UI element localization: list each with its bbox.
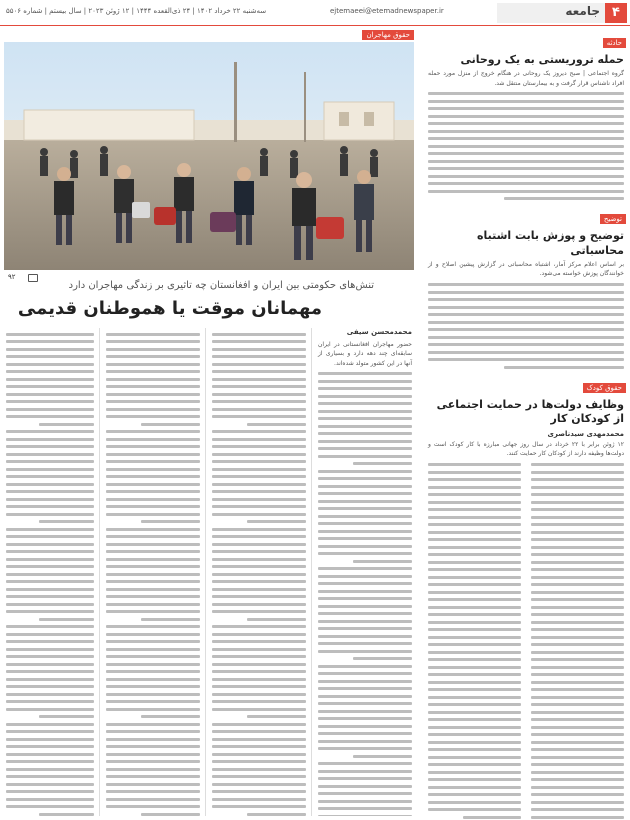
- text-line: [212, 670, 306, 673]
- text-line: [6, 738, 94, 741]
- text-line: [106, 580, 200, 583]
- story2-headline: توضیح و پوزش بابت اشتباه محاسباتی: [477, 229, 624, 257]
- text-line: [106, 565, 200, 568]
- text-line: [106, 430, 200, 433]
- text-line: [212, 468, 306, 471]
- text-line: [318, 710, 412, 713]
- text-line: [6, 700, 94, 703]
- text-line: [106, 498, 200, 501]
- text-line: [212, 415, 306, 418]
- text-line: [106, 730, 200, 733]
- text-line: [6, 415, 94, 418]
- text-line: [212, 438, 306, 441]
- text-line: [6, 678, 94, 681]
- text-line: [6, 633, 94, 636]
- text-line: [106, 805, 200, 808]
- text-line: [318, 740, 412, 743]
- text-line: [318, 612, 412, 615]
- issue-line: سه‌شنبه ۲۲ خرداد ۱۴۰۲ | ۲۴ ذی‌القعده ۱۴۴۴ | ۱۲ ژوئن ۲۰۲۳ | سال بیستم | شماره ۵۵۰۶: [6, 7, 267, 15]
- text-line: [106, 775, 200, 778]
- camera-icon: [28, 274, 38, 282]
- text-line: [106, 603, 200, 606]
- text-line: [106, 625, 200, 628]
- text-line: [212, 775, 306, 778]
- section-name: جامعه: [565, 4, 600, 18]
- text-line: [318, 372, 412, 375]
- text-line: [318, 702, 412, 705]
- text-line: [318, 695, 412, 698]
- right-column: [426, 30, 626, 816]
- text-line: [106, 670, 200, 673]
- text-line: [39, 715, 94, 718]
- text-line: [212, 573, 306, 576]
- text-line: [212, 610, 306, 613]
- text-line: [106, 685, 200, 688]
- text-line: [318, 537, 412, 540]
- text-line: [6, 625, 94, 628]
- text-line: [6, 558, 94, 561]
- text-line: [318, 515, 412, 518]
- text-line: [318, 747, 412, 750]
- text-line: [6, 460, 94, 463]
- text-line: [212, 333, 306, 336]
- text-line: [141, 813, 200, 816]
- text-line: [106, 663, 200, 666]
- text-line: [106, 723, 200, 726]
- text-line: [6, 610, 94, 613]
- text-line: [318, 395, 412, 398]
- text-line: [106, 738, 200, 741]
- text-line: [212, 745, 306, 748]
- story2-text-block: [426, 283, 626, 369]
- text-line: [6, 333, 94, 336]
- main-story: [4, 30, 414, 816]
- article-column-1: [316, 328, 414, 816]
- text-line: [6, 400, 94, 403]
- text-line: [106, 400, 200, 403]
- text-line: [353, 560, 412, 563]
- text-line: [212, 355, 306, 358]
- text-line: [212, 648, 306, 651]
- text-line: [212, 678, 306, 681]
- text-line: [212, 550, 306, 553]
- text-line: [318, 665, 412, 668]
- text-line: [106, 573, 200, 576]
- text-line: [318, 455, 412, 458]
- text-line: [212, 588, 306, 591]
- text-line: [318, 762, 412, 765]
- story1-body: گروه اجتماعی | صبح دیروز یک روحانی در هنگام خروج از منزل مورد حمله افراد ناشناس قرار گرفت و به بیمارستان منتقل شد.: [428, 70, 624, 87]
- text-line: [106, 513, 200, 516]
- text-line: [212, 753, 306, 756]
- text-line: [6, 708, 94, 711]
- text-line: [318, 575, 412, 578]
- main-lead: حضور مهاجران افغانستانی در ایران سابقه‌ای چند دهه دارد و بسیاری از آنها در این کشور متولد شده‌اند.: [318, 341, 412, 367]
- text-line: [212, 760, 306, 763]
- text-line: [6, 475, 94, 478]
- text-line: [6, 483, 94, 486]
- text-line: [106, 640, 200, 643]
- text-line: [212, 798, 306, 801]
- text-line: [6, 378, 94, 381]
- text-line: [318, 380, 412, 383]
- text-line: [6, 670, 94, 673]
- text-line: [353, 657, 412, 660]
- text-line: [212, 783, 306, 786]
- text-line: [6, 490, 94, 493]
- story3-headline: وظایف دولت‌ها در حمایت اجتماعی از کودکان کار: [436, 397, 624, 425]
- text-line: [318, 687, 412, 690]
- text-line: [318, 717, 412, 720]
- text-line: [106, 558, 200, 561]
- text-line: [106, 543, 200, 546]
- text-line: [318, 507, 412, 510]
- text-line: [6, 505, 94, 508]
- text-line: [6, 363, 94, 366]
- text-line: [318, 672, 412, 675]
- text-line: [318, 552, 412, 555]
- text-line: [39, 813, 94, 816]
- text-line: [247, 715, 306, 718]
- text-line: [318, 725, 412, 728]
- text-line: [106, 453, 200, 456]
- text-line: [318, 425, 412, 428]
- text-line: [6, 805, 94, 808]
- text-line: [106, 760, 200, 763]
- text-line: [39, 618, 94, 621]
- text-line: [318, 732, 412, 735]
- main-byline: محمدمحسن سیفی: [346, 328, 412, 336]
- article-column-3: [104, 328, 202, 816]
- text-line: [318, 447, 412, 450]
- text-line: [318, 530, 412, 533]
- text-line: [106, 768, 200, 771]
- text-line: [212, 543, 306, 546]
- text-line: [6, 513, 94, 516]
- text-line: [212, 693, 306, 696]
- text-line: [106, 595, 200, 598]
- text-line: [318, 807, 412, 810]
- text-line: [212, 700, 306, 703]
- text-line: [247, 423, 306, 426]
- text-line: [212, 483, 306, 486]
- text-line: [106, 550, 200, 553]
- text-line: [318, 432, 412, 435]
- text-line: [318, 785, 412, 788]
- text-line: [318, 470, 412, 473]
- text-line: [212, 685, 306, 688]
- text-line: [212, 603, 306, 606]
- text-line: [212, 513, 306, 516]
- email-address[interactable]: ejtemaeei@etemadnewspaper.ir: [330, 7, 444, 15]
- text-line: [318, 627, 412, 630]
- text-line: [141, 423, 200, 426]
- text-line: [6, 790, 94, 793]
- text-line: [318, 477, 412, 480]
- text-line: [6, 648, 94, 651]
- text-line: [6, 445, 94, 448]
- text-line: [106, 798, 200, 801]
- text-line: [106, 745, 200, 748]
- text-line: [212, 558, 306, 561]
- article-column-4: [4, 328, 96, 816]
- text-line: [247, 813, 306, 816]
- text-line: [318, 485, 412, 488]
- text-line: [212, 655, 306, 658]
- text-line: [106, 678, 200, 681]
- text-line: [212, 393, 306, 396]
- text-line: [6, 580, 94, 583]
- text-line: [6, 730, 94, 733]
- text-line: [212, 400, 306, 403]
- text-line: [106, 475, 200, 478]
- text-line: [212, 730, 306, 733]
- photo-code: ۹۲: [8, 273, 16, 281]
- text-line: [318, 440, 412, 443]
- text-line: [6, 603, 94, 606]
- text-line: [318, 815, 412, 816]
- text-line: [106, 483, 200, 486]
- page-number: ۴: [605, 3, 627, 23]
- text-line: [6, 348, 94, 351]
- article-column-2: [210, 328, 308, 816]
- text-line: [106, 490, 200, 493]
- text-line: [106, 633, 200, 636]
- text-line: [106, 460, 200, 463]
- story2-body: بر اساس اعلام مرکز آمار، اشتباه محاسباتی در گزارش پیشین اصلاح و از خوانندگان پوزش خواسته می‌شود.: [428, 260, 624, 278]
- text-line: [212, 565, 306, 568]
- text-line: [6, 723, 94, 726]
- text-line: [6, 693, 94, 696]
- text-line: [106, 655, 200, 658]
- text-line: [106, 370, 200, 373]
- story2-kicker: توضیح: [600, 214, 626, 224]
- text-line: [318, 792, 412, 795]
- text-line: [318, 545, 412, 548]
- text-line: [212, 453, 306, 456]
- text-line: [318, 620, 412, 623]
- text-line: [318, 500, 412, 503]
- text-line: [141, 618, 200, 621]
- text-line: [318, 590, 412, 593]
- text-line: [318, 410, 412, 413]
- text-line: [6, 573, 94, 576]
- text-line: [212, 633, 306, 636]
- text-line: [6, 393, 94, 396]
- text-line: [6, 595, 94, 598]
- text-line: [6, 760, 94, 763]
- text-line: [212, 535, 306, 538]
- text-line: [318, 567, 412, 570]
- text-line: [106, 363, 200, 366]
- text-line: [106, 393, 200, 396]
- text-line: [318, 642, 412, 645]
- text-line: [106, 438, 200, 441]
- text-line: [6, 775, 94, 778]
- text-line: [106, 355, 200, 358]
- text-line: [106, 708, 200, 711]
- text-line: [318, 800, 412, 803]
- text-line: [141, 715, 200, 718]
- migrants-photo: [4, 42, 414, 270]
- text-line: [318, 387, 412, 390]
- text-line: [106, 505, 200, 508]
- text-line: [106, 648, 200, 651]
- text-line: [39, 520, 94, 523]
- text-line: [106, 535, 200, 538]
- text-line: [318, 417, 412, 420]
- text-line: [6, 685, 94, 688]
- text-line: [6, 438, 94, 441]
- text-line: [247, 618, 306, 621]
- text-line: [106, 468, 200, 471]
- story3-body: ۱۲ ژوئن برابر با ۲۲ خرداد در سال روز جهانی مبارزه با کار کودک است و دولت‌ها وظیفه دارند از کودکان کار حمایت کنند.: [428, 441, 624, 458]
- story1-headline: حمله تروریستی به یک روحانی: [460, 53, 624, 66]
- text-line: [6, 355, 94, 358]
- text-line: [6, 663, 94, 666]
- text-line: [318, 635, 412, 638]
- text-line: [106, 528, 200, 531]
- text-line: [106, 340, 200, 343]
- text-line: [6, 550, 94, 553]
- text-line: [212, 790, 306, 793]
- text-line: [6, 385, 94, 388]
- photo-kicker: حقوق مهاجران: [362, 30, 414, 40]
- text-line: [212, 640, 306, 643]
- text-line: [353, 755, 412, 758]
- text-line: [318, 522, 412, 525]
- text-line: [6, 453, 94, 456]
- text-line: [212, 505, 306, 508]
- text-line: [106, 783, 200, 786]
- text-line: [212, 528, 306, 531]
- text-line: [6, 768, 94, 771]
- photo-illustration: [4, 42, 414, 270]
- text-line: [212, 340, 306, 343]
- story1-kicker: حادثه: [603, 38, 626, 48]
- text-line: [6, 655, 94, 658]
- text-line: [106, 610, 200, 613]
- text-line: [106, 378, 200, 381]
- text-line: [6, 798, 94, 801]
- text-line: [6, 370, 94, 373]
- text-line: [6, 783, 94, 786]
- text-line: [6, 745, 94, 748]
- text-line: [212, 475, 306, 478]
- text-line: [106, 753, 200, 756]
- text-line: [318, 650, 412, 653]
- text-line: [212, 370, 306, 373]
- masthead-rule: [0, 25, 630, 26]
- text-line: [106, 408, 200, 411]
- text-line: [6, 408, 94, 411]
- text-line: [212, 385, 306, 388]
- text-line: [212, 723, 306, 726]
- main-headline: مهمانان موقت یا هموطنان قدیمی: [17, 298, 322, 319]
- text-line: [106, 445, 200, 448]
- text-line: [6, 535, 94, 538]
- text-line: [6, 430, 94, 433]
- text-line: [39, 423, 94, 426]
- text-line: [6, 588, 94, 591]
- story1-text-block: [426, 92, 626, 200]
- text-line: [106, 415, 200, 418]
- text-line: [106, 693, 200, 696]
- text-line: [212, 490, 306, 493]
- text-line: [212, 378, 306, 381]
- text-line: [6, 340, 94, 343]
- text-line: [212, 363, 306, 366]
- text-line: [106, 333, 200, 336]
- text-line: [106, 348, 200, 351]
- text-line: [212, 445, 306, 448]
- masthead: [0, 0, 630, 28]
- text-line: [6, 565, 94, 568]
- text-line: [353, 462, 412, 465]
- text-line: [6, 528, 94, 531]
- text-line: [106, 385, 200, 388]
- text-line: [212, 768, 306, 771]
- text-line: [6, 498, 94, 501]
- text-line: [318, 777, 412, 780]
- text-line: [212, 708, 306, 711]
- text-line: [318, 597, 412, 600]
- text-line: [318, 582, 412, 585]
- text-line: [318, 492, 412, 495]
- article-columns: [4, 328, 414, 816]
- text-line: [212, 595, 306, 598]
- text-line: [212, 663, 306, 666]
- text-line: [212, 460, 306, 463]
- text-line: [106, 588, 200, 591]
- text-line: [318, 605, 412, 608]
- text-line: [212, 348, 306, 351]
- story3-text-block: [426, 459, 626, 819]
- text-line: [6, 753, 94, 756]
- text-line: [212, 430, 306, 433]
- text-line: [212, 580, 306, 583]
- main-subhead: تنش‌های حکومتی بین ایران و افغانستان چه تاثیری بر زندگی مهاجران دارد: [68, 280, 374, 291]
- text-line: [212, 498, 306, 501]
- text-line: [106, 700, 200, 703]
- text-line: [247, 520, 306, 523]
- text-line: [6, 543, 94, 546]
- text-line: [141, 520, 200, 523]
- story3-byline: محمدمهدی سیدناصری: [547, 430, 624, 439]
- text-line: [6, 468, 94, 471]
- text-line: [6, 640, 94, 643]
- text-line: [106, 790, 200, 793]
- story3-kicker: حقوق کودک: [583, 383, 626, 393]
- text-line: [318, 402, 412, 405]
- text-line: [212, 408, 306, 411]
- text-line: [212, 805, 306, 808]
- text-line: [318, 770, 412, 773]
- text-line: [318, 680, 412, 683]
- text-line: [212, 738, 306, 741]
- text-line: [212, 625, 306, 628]
